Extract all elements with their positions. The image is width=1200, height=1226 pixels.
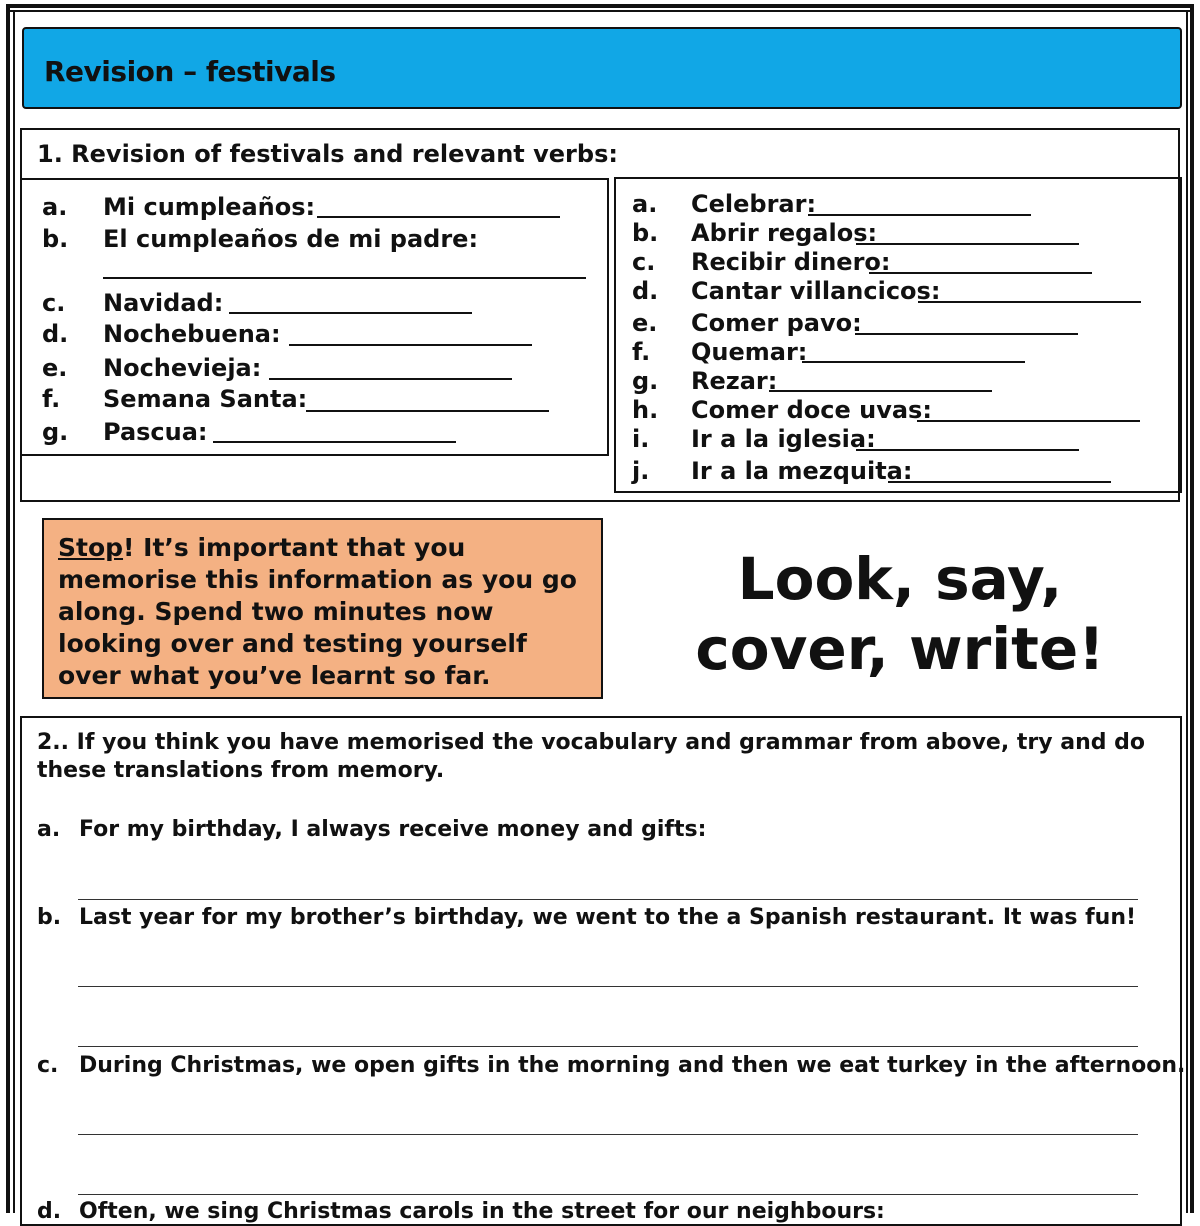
verb-letter: g. xyxy=(632,367,659,395)
answer-line[interactable] xyxy=(78,899,1138,900)
answer-line[interactable] xyxy=(78,1046,1138,1047)
festival-label: Navidad: xyxy=(103,289,224,317)
festival-letter: c. xyxy=(42,289,66,317)
answer-line[interactable] xyxy=(213,441,456,443)
verb-label: Cantar villancicos: xyxy=(691,277,941,305)
answer-line[interactable] xyxy=(306,410,549,412)
slogan-line-1: Look, say, xyxy=(737,545,1063,613)
verb-label: Celebrar: xyxy=(691,190,817,218)
question-letter: d. xyxy=(37,1199,62,1224)
page-border-left xyxy=(6,4,10,1213)
page-border-top xyxy=(6,4,1194,8)
verb-label: Quemar: xyxy=(691,338,808,366)
answer-line[interactable] xyxy=(289,344,532,346)
answer-line[interactable] xyxy=(856,243,1079,245)
slogan xyxy=(690,544,1110,684)
question-text: During Christmas, we open gifts in the morning and then we eat turkey in the afternoon. xyxy=(79,1053,1186,1078)
section-2-intro: 2.. If you think you have memorised the vocabulary and grammar from above, try and do these translations from memory. xyxy=(37,730,1146,783)
festival-letter: b. xyxy=(42,225,69,253)
verb-letter: h. xyxy=(632,396,659,424)
slogan-line-2: cover, write! xyxy=(695,615,1105,683)
stop-callout xyxy=(42,518,603,699)
verb-letter: j. xyxy=(632,457,650,485)
page-border-left-inner xyxy=(13,10,15,1213)
verb-label: Abrir regalos: xyxy=(691,219,878,247)
question-text: Often, we sing Christmas carols in the street for our neighbours: xyxy=(79,1199,885,1224)
festival-label: El cumpleaños de mi padre: xyxy=(103,225,479,253)
answer-line[interactable] xyxy=(269,378,512,380)
answer-line[interactable] xyxy=(888,481,1111,483)
verb-letter: a. xyxy=(632,190,658,218)
answer-line[interactable] xyxy=(808,214,1031,216)
festival-letter: f. xyxy=(42,385,61,413)
answer-line[interactable] xyxy=(317,216,560,218)
verb-label: Ir a la mezquita: xyxy=(691,457,913,485)
verb-label: Recibir dinero: xyxy=(691,248,891,276)
answer-line[interactable] xyxy=(229,312,472,314)
answer-line[interactable] xyxy=(78,986,1138,987)
verb-letter: f. xyxy=(632,338,651,366)
verb-letter: e. xyxy=(632,309,658,337)
answer-line[interactable] xyxy=(918,301,1141,303)
answer-line[interactable] xyxy=(769,390,992,392)
festival-letter: g. xyxy=(42,418,69,446)
page-border-top-inner xyxy=(10,10,1190,12)
title-banner xyxy=(22,27,1182,109)
stop-callout-text xyxy=(58,532,588,692)
festival-letter: e. xyxy=(42,354,68,382)
verb-label: Comer pavo: xyxy=(691,309,862,337)
page-border-right-inner xyxy=(1186,10,1188,1213)
stop-message: ! It’s important that you memorise this information as you go along. Spend two minutes now looking over and testing yourself over what you’ve learnt so far. xyxy=(58,533,577,690)
answer-line[interactable] xyxy=(802,361,1025,363)
answer-line[interactable] xyxy=(855,333,1078,335)
question-letter: c. xyxy=(37,1053,59,1078)
page-title: Revision – festivals xyxy=(44,55,336,88)
festival-label: Pascua: xyxy=(103,418,208,446)
festival-label: Nochevieja: xyxy=(103,354,262,382)
festival-letter: a. xyxy=(42,193,68,221)
verb-label: Comer doce uvas: xyxy=(691,396,932,424)
answer-line[interactable] xyxy=(78,1134,1138,1135)
verb-label: Rezar: xyxy=(691,367,778,395)
section-2-box xyxy=(20,716,1182,1226)
verb-letter: d. xyxy=(632,277,659,305)
question-text: For my birthday, I always receive money and gifts: xyxy=(79,817,707,842)
answer-line[interactable] xyxy=(103,277,586,279)
question-letter: b. xyxy=(37,905,62,930)
verb-letter: b. xyxy=(632,219,659,247)
stop-word: Stop xyxy=(58,533,124,562)
answer-line[interactable] xyxy=(869,272,1092,274)
festival-label: Nochebuena: xyxy=(103,320,281,348)
festival-label: Semana Santa: xyxy=(103,385,308,413)
question-text: Last year for my brother’s birthday, we went to the a Spanish restaurant. It was fun! xyxy=(79,905,1137,930)
verb-label: Ir a la iglesia: xyxy=(691,425,876,453)
festival-label: Mi cumpleaños: xyxy=(103,193,316,221)
question-letter: a. xyxy=(37,817,61,842)
festival-letter: d. xyxy=(42,320,69,348)
section-1-heading: 1. Revision of festivals and relevant verbs: xyxy=(37,140,618,168)
verb-letter: i. xyxy=(632,425,650,453)
verb-letter: c. xyxy=(632,248,656,276)
answer-line[interactable] xyxy=(917,420,1140,422)
answer-line[interactable] xyxy=(78,1194,1138,1195)
page-border-right xyxy=(1190,4,1194,1213)
answer-line[interactable] xyxy=(856,449,1079,451)
